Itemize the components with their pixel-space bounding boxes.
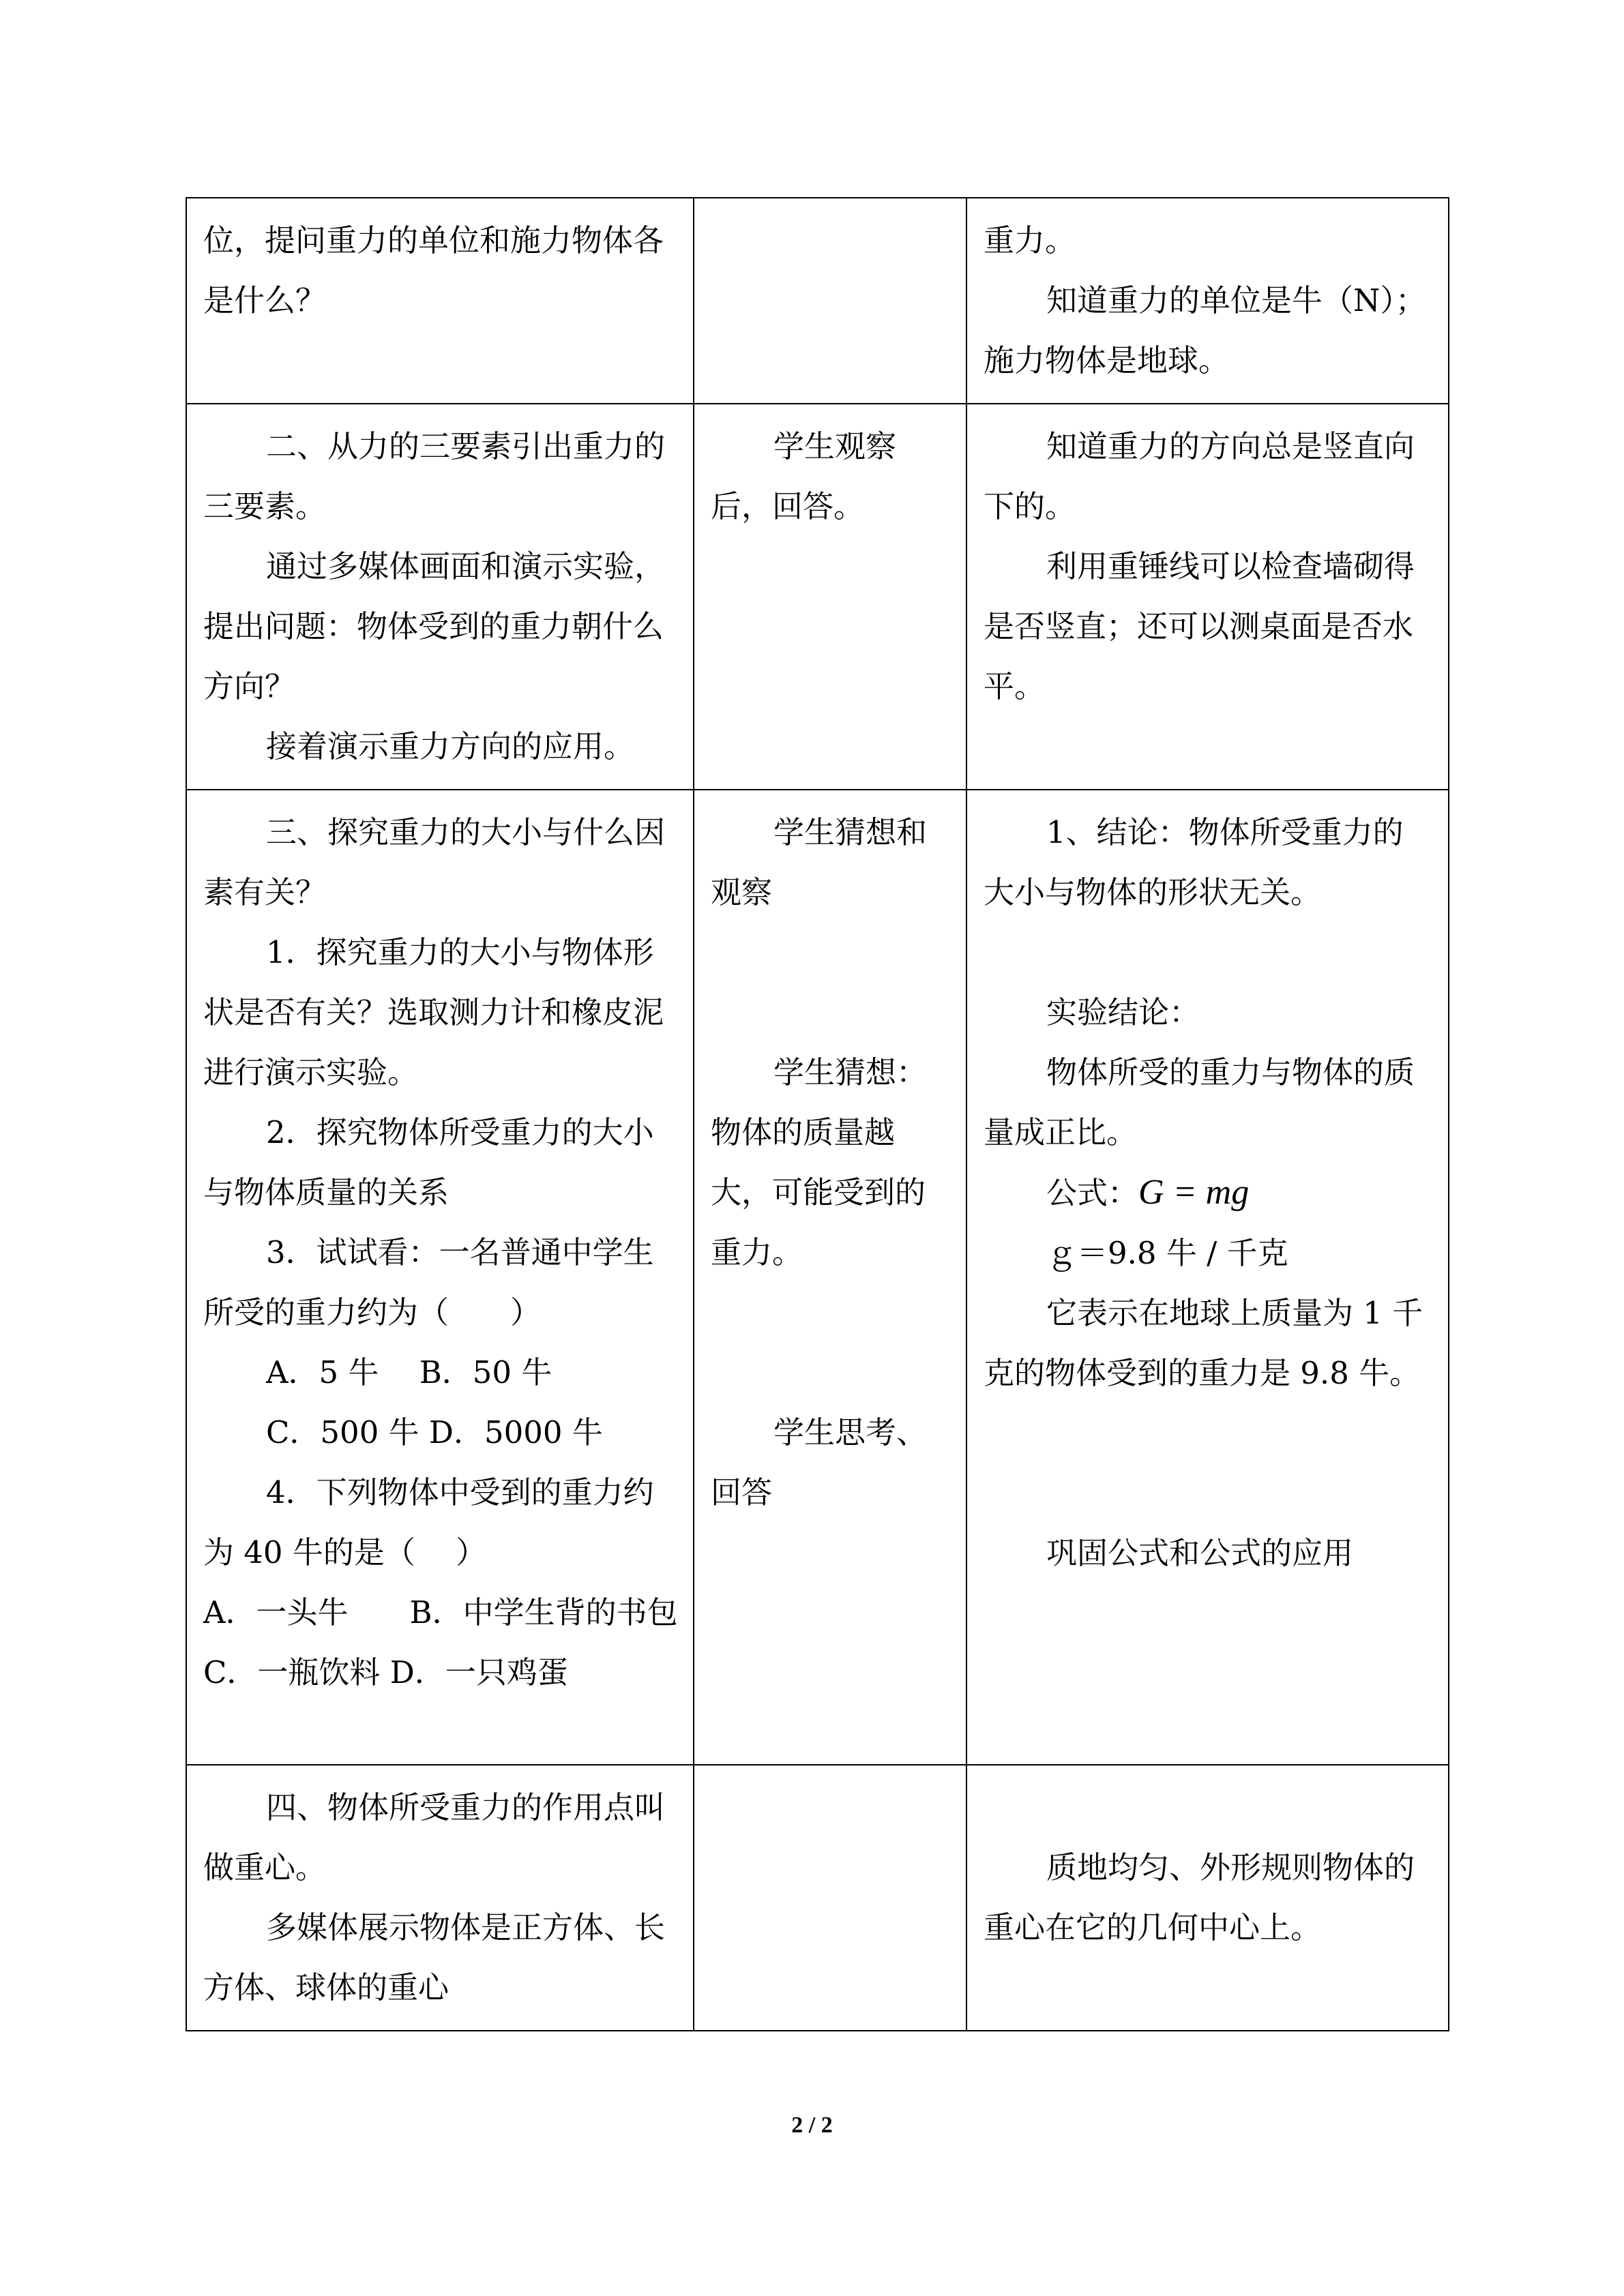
text-paragraph: 知道重力的单位是牛（N）；施力物体是地球。 <box>984 282 1426 378</box>
design-intent-cell <box>966 790 1449 1765</box>
teacher-activity-cell <box>186 404 694 790</box>
section-heading: 三、探究重力的大小与什么因素有关？ <box>203 814 666 910</box>
page-number: 2 / 2 <box>791 2113 833 2138</box>
answer-options: A．5 牛 B．50 牛 <box>266 1354 552 1390</box>
text-paragraph: 质地均匀、外形规则物体的重心在它的几何中心上。 <box>984 1849 1415 1945</box>
text-paragraph: 利用重锤线可以检查墙砌得是否竖直；还可以测桌面是否水平。 <box>984 548 1415 704</box>
design-intent-cell <box>966 1765 1449 2031</box>
text-paragraph: 2．探究物体所受重力的大小与物体质量的关系 <box>203 1114 654 1210</box>
text-paragraph: ｇ＝9.8 牛 / 千克 <box>1046 1235 1288 1271</box>
question-text: 3．试试看：一名普通中学生所受的重力约为（ ） <box>203 1234 654 1330</box>
formula-label: 公式： <box>1046 1175 1139 1211</box>
answer-options: A．一头牛 B．中学生背的书包 <box>203 1594 678 1630</box>
text-paragraph: 学生思考、回答 <box>711 1414 928 1510</box>
text-paragraph: 实验结论： <box>1046 994 1200 1030</box>
text-paragraph: 物体所受的重力与物体的质量成正比。 <box>984 1054 1415 1150</box>
answer-options: C．500 牛 D．5000 牛 <box>266 1414 603 1450</box>
table-row <box>186 790 1449 1765</box>
text-paragraph: 通过多媒体画面和演示实验，提出问题：物体受到的重力朝什么方向？ <box>203 548 666 704</box>
gravity-formula: G = mg <box>1138 1173 1250 1212</box>
student-activity-cell <box>694 1765 966 2031</box>
question-text: 4．下列物体中受到的重力约为 40 牛的是（ ） <box>203 1474 654 1570</box>
text-paragraph: 1．探究重力的大小与物体形状是否有关？选取测力计和橡皮泥进行演示实验。 <box>203 934 664 1090</box>
text-paragraph: 巩固公式和公式的应用 <box>1046 1535 1354 1571</box>
table-row <box>186 1765 1449 2031</box>
formula-line <box>984 1163 1433 1223</box>
student-activity-cell <box>694 198 966 404</box>
text-paragraph: 1、结论：物体所受重力的大小与物体的形状无关。 <box>984 814 1404 910</box>
answer-options: C．一瓶饮料 D．一只鸡蛋 <box>203 1654 568 1690</box>
teacher-activity-cell <box>186 198 694 404</box>
lesson-plan-table <box>186 197 1449 2031</box>
text-paragraph: 接着演示重力方向的应用。 <box>266 728 635 764</box>
student-activity-cell <box>694 790 966 1765</box>
table-row <box>186 198 1449 404</box>
text-paragraph: 位，提问重力的单位和施力物体各是什么？ <box>203 222 664 318</box>
text-paragraph: 它表示在地球上质量为 1 千克的物体受到的重力是 9.8 牛。 <box>984 1295 1423 1391</box>
teacher-activity-cell <box>186 790 694 1765</box>
text-paragraph: 学生猜想和观察 <box>711 814 928 910</box>
section-heading: 二、从力的三要素引出重力的三要素。 <box>203 428 666 524</box>
text-paragraph: 多媒体展示物体是正方体、长方体、球体的重心 <box>203 1909 666 2006</box>
section-heading: 四、物体所受重力的作用点叫做重心。 <box>203 1789 666 1885</box>
text-paragraph: 重力。 <box>984 222 1076 258</box>
teacher-activity-cell <box>186 1765 694 2031</box>
design-intent-cell <box>966 198 1449 404</box>
text-paragraph: 知道重力的方向总是竖直向下的。 <box>984 428 1415 524</box>
table-row <box>186 404 1449 790</box>
text-paragraph: 学生观察后，回答。 <box>711 428 897 524</box>
design-intent-cell <box>966 404 1449 790</box>
student-activity-cell <box>694 404 966 790</box>
text-paragraph: 学生猜想：物体的质量越大，可能受到的重力。 <box>711 1054 928 1270</box>
